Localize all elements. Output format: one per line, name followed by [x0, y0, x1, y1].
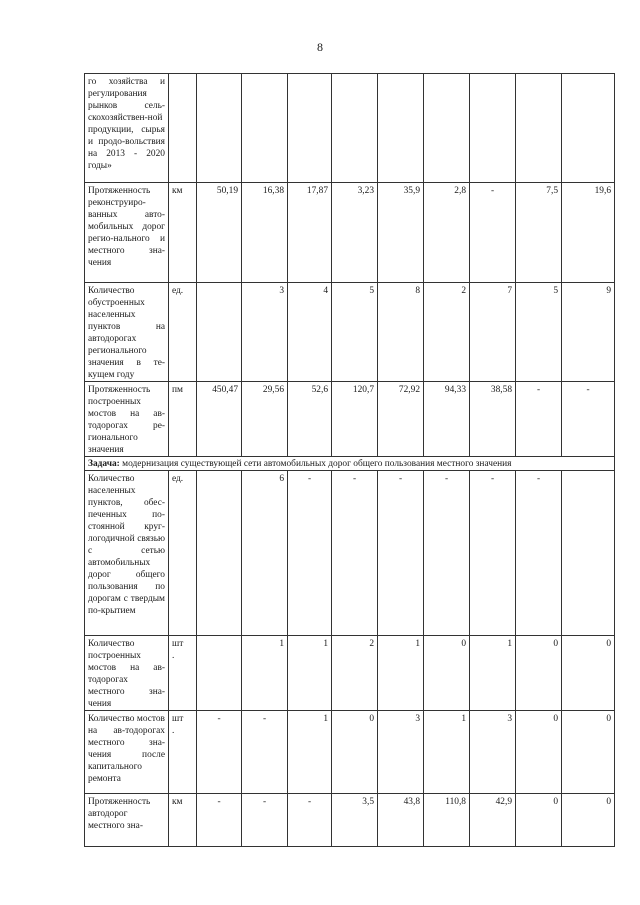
- value-cell: [562, 74, 615, 183]
- table-row: [85, 283, 615, 382]
- table-row: [85, 794, 615, 847]
- value-cell: 0: [562, 636, 615, 711]
- value-cell: [378, 74, 424, 183]
- value-cell: 1: [424, 711, 470, 794]
- value-cell: 3,5: [332, 794, 378, 847]
- indicator-cell: Количество мостов на ав-тодорогах местного зна-чения после капитального ремонта: [85, 711, 169, 794]
- task-cell: [85, 457, 615, 471]
- unit-cell: км: [169, 794, 197, 847]
- value-cell: 0: [332, 711, 378, 794]
- unit-cell: пм: [169, 382, 197, 457]
- value-cell: -: [424, 471, 470, 636]
- value-cell: 5: [332, 283, 378, 382]
- value-cell: -: [288, 471, 332, 636]
- unit-cell: шт .: [169, 711, 197, 794]
- task-text: модернизация существующей сети автомобильных дорог общего пользования местного значения: [122, 459, 512, 469]
- table-row: [85, 382, 615, 457]
- value-cell: -: [470, 471, 516, 636]
- indicator-cell: Количество населенных пунктов, обес-печенных по-стоянной круг-логодичной связью с сетью автомобильных дорог общего пользования по дорогам с твердым по-крытием: [85, 471, 169, 636]
- value-cell: [288, 74, 332, 183]
- indicator-cell: го хозяйства и регулирования рынков сель-скохозяйствен-ной продукции, сырья и продо-вольствия на 2013 - 2020 годы»: [85, 74, 169, 183]
- value-cell: -: [470, 183, 516, 283]
- indicator-cell: Протяженность реконструиро-ванных авто-мобильных дорог регио-нального и местного зна-чения: [85, 183, 169, 283]
- value-cell: 42,9: [470, 794, 516, 847]
- value-cell: 4: [288, 283, 332, 382]
- value-cell: 17,87: [288, 183, 332, 283]
- value-cell: 2: [424, 283, 470, 382]
- value-cell: 19,6: [562, 183, 615, 283]
- value-cell: 3: [242, 283, 288, 382]
- value-cell: 9: [562, 283, 615, 382]
- value-cell: 450,47: [197, 382, 242, 457]
- indicator-cell: Количество обустроенных населенных пунктов на автодорогах регионального значения в те-кущем году: [85, 283, 169, 382]
- value-cell: [516, 74, 562, 183]
- value-cell: 52,6: [288, 382, 332, 457]
- value-cell: 1: [470, 636, 516, 711]
- value-cell: -: [197, 794, 242, 847]
- value-cell: [197, 74, 242, 183]
- value-cell: 0: [562, 711, 615, 794]
- task-label: Задача:: [88, 459, 120, 469]
- value-cell: 0: [562, 794, 615, 847]
- value-cell: 7: [470, 283, 516, 382]
- value-cell: [242, 74, 288, 183]
- value-cell: 1: [378, 636, 424, 711]
- value-cell: 50,19: [197, 183, 242, 283]
- value-cell: 16,38: [242, 183, 288, 283]
- table-row: [85, 711, 615, 794]
- unit-cell: ед.: [169, 283, 197, 382]
- indicator-cell: Протяженность построенных мостов на ав-тодорогах ре-гионального значения: [85, 382, 169, 457]
- indicator-cell: Протяженность автодорог местного зна-: [85, 794, 169, 847]
- value-cell: 0: [424, 636, 470, 711]
- value-cell: 72,92: [378, 382, 424, 457]
- value-cell: [197, 471, 242, 636]
- unit-cell: [169, 74, 197, 183]
- value-cell: [424, 74, 470, 183]
- value-cell: -: [562, 382, 615, 457]
- table-row: [85, 471, 615, 636]
- value-cell: -: [332, 471, 378, 636]
- value-cell: 3: [378, 711, 424, 794]
- value-cell: 0: [516, 794, 562, 847]
- table-row: [85, 636, 615, 711]
- value-cell: [197, 636, 242, 711]
- value-cell: -: [288, 794, 332, 847]
- value-cell: 35,9: [378, 183, 424, 283]
- value-cell: 1: [288, 711, 332, 794]
- indicator-cell: Количество построенных мостов на ав-тодорогах местного зна-чения: [85, 636, 169, 711]
- value-cell: [197, 283, 242, 382]
- value-cell: 3: [470, 711, 516, 794]
- value-cell: 0: [516, 711, 562, 794]
- value-cell: 38,58: [470, 382, 516, 457]
- value-cell: -: [516, 382, 562, 457]
- value-cell: 0: [516, 636, 562, 711]
- unit-cell: ед.: [169, 471, 197, 636]
- value-cell: 1: [242, 636, 288, 711]
- value-cell: 110,8: [424, 794, 470, 847]
- value-cell: -: [197, 711, 242, 794]
- value-cell: 8: [378, 283, 424, 382]
- value-cell: 120,7: [332, 382, 378, 457]
- value-cell: 1: [288, 636, 332, 711]
- value-cell: 2: [332, 636, 378, 711]
- value-cell: 3,23: [332, 183, 378, 283]
- value-cell: -: [242, 794, 288, 847]
- unit-cell: шт .: [169, 636, 197, 711]
- page-number: 8: [317, 40, 323, 54]
- unit-cell: км: [169, 183, 197, 283]
- value-cell: 2,8: [424, 183, 470, 283]
- value-cell: -: [378, 471, 424, 636]
- value-cell: -: [516, 471, 562, 636]
- value-cell: 94,33: [424, 382, 470, 457]
- indicators-table: [84, 73, 615, 847]
- value-cell: 6: [242, 471, 288, 636]
- value-cell: -: [242, 711, 288, 794]
- value-cell: [470, 74, 516, 183]
- value-cell: [562, 471, 615, 636]
- value-cell: 7,5: [516, 183, 562, 283]
- table-row: [85, 74, 615, 183]
- value-cell: 5: [516, 283, 562, 382]
- value-cell: 29,56: [242, 382, 288, 457]
- value-cell: [332, 74, 378, 183]
- task-row: [85, 457, 615, 471]
- value-cell: 43,8: [378, 794, 424, 847]
- table-row: [85, 183, 615, 283]
